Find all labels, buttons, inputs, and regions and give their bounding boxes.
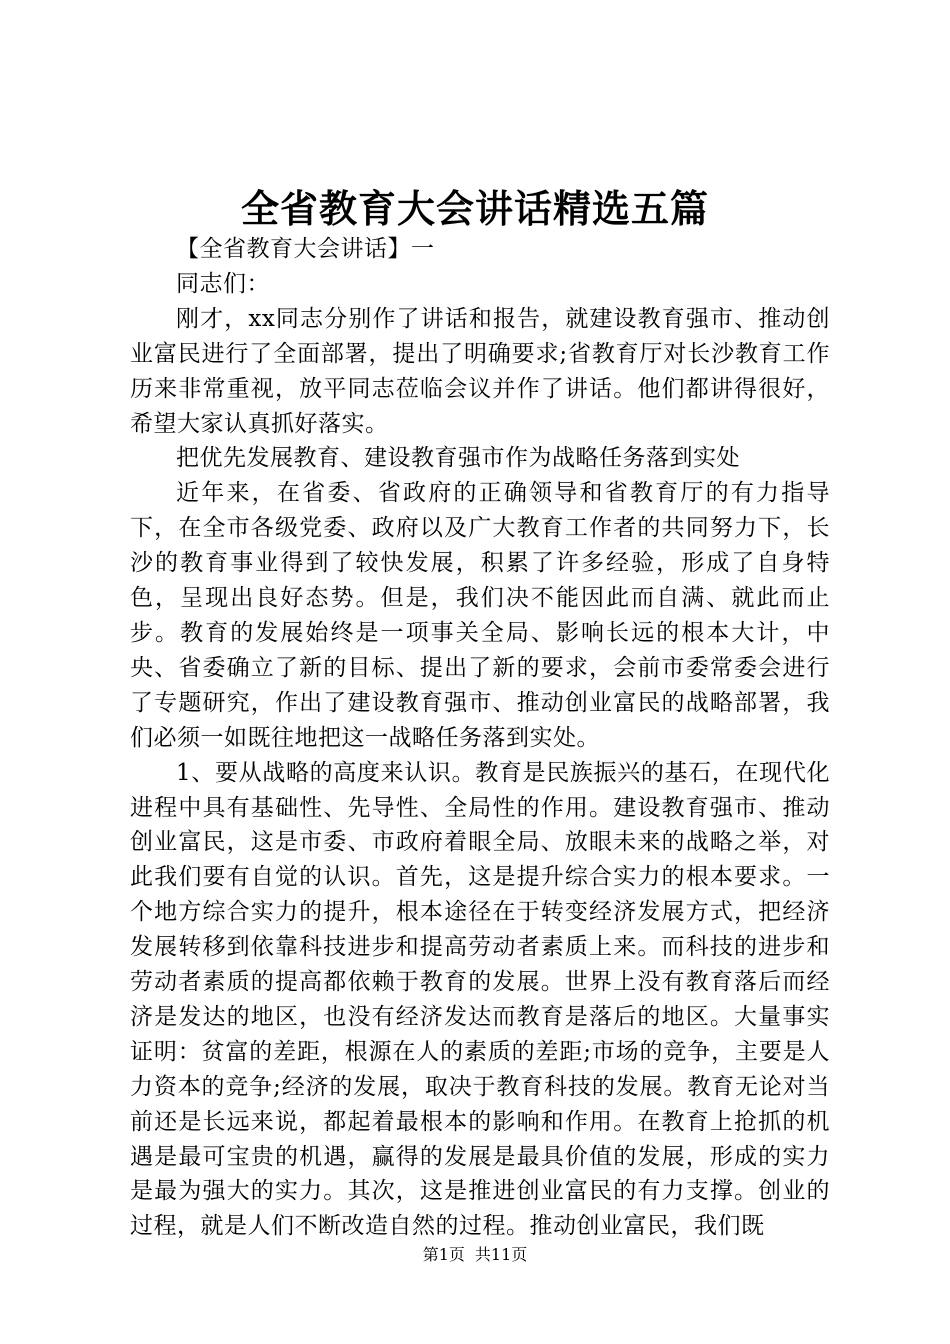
section-heading: 【全省教育大会讲话】一 bbox=[176, 236, 435, 262]
document-title: 全省教育大会讲话精选五篇 bbox=[240, 186, 709, 231]
page-total: 共11页 bbox=[474, 1245, 528, 1264]
salutation: 同志们： bbox=[176, 270, 270, 297]
body-paragraph: 1、要从战略的高度来认识。教育是民族振兴的基石，在现代化进程中具有基础性、先导性、全局性的作用。建设教育强市、推动创业富民，这是市委、市政府着眼全局、放眼未来的战略之举，对此我们要有自觉的认识。首先，这是提升综合实力的根本要求。一个地方综合实力的提升，根本途径在于转变经济发展方式，把经济发展转移到依靠科技进步和提高劳动者素质上来。而科技的进步和劳动者素质的提高都依赖于教育的发展。世界上没有教育落后而经济是发达的地区，也没有经济发达而教育是落后的地区。大量事实证明：贫富的差距，根源在人的素质的差距;市场的竞争，主要是人力资本的竞争;经济的发展，取决于教育科技的发展。教育无论对当前还是长远来说，都起着最根本的影响和作用。在教育上抢抓的机遇是最可宝贵的机遇，赢得的发展是最具价值的发展，形成的实力是最为强大的实力。其次，这是推进创业富民的有力支撑。创业的过程，就是人们不断改造自然的过程。推动创业富民，我们既 bbox=[130, 759, 830, 1240]
body-paragraph: 近年来，在省委、省政府的正确领导和省教育厅的有力指导下，在全市各级党委、政府以及广大教育工作者的共同努力下，长沙的教育事业得到了较快发展，积累了许多经验，形成了自身特色，呈现出良好态势。但是，我们决不能因此而自满、就此而止步。教育的发展始终是一项事关全局、影响长远的根本大计，中央、省委确立了新的目标、提出了新的要求，会前市委常委会进行了专题研究，作出了建设教育强市、推动创业富民的战略部署，我们必须一如既往地把这一战略任务落到实处。 bbox=[130, 480, 830, 751]
page-number: 第1页 bbox=[422, 1245, 465, 1264]
body-paragraph: 刚才，xx同志分别作了讲话和报告，就建设教育强市、推动创业富民进行了全面部署，提出了明确要求;省教育厅对长沙教育工作历来非常重视，放平同志莅临会议并作了讲话。他们都讲得很好，希望大家认真抓好落实。 bbox=[130, 305, 830, 437]
document-body bbox=[130, 232, 830, 1244]
subheading: 把优先发展教育、建设教育强市作为战略任务落到实处 bbox=[176, 445, 740, 472]
page-footer bbox=[0, 1244, 950, 1266]
